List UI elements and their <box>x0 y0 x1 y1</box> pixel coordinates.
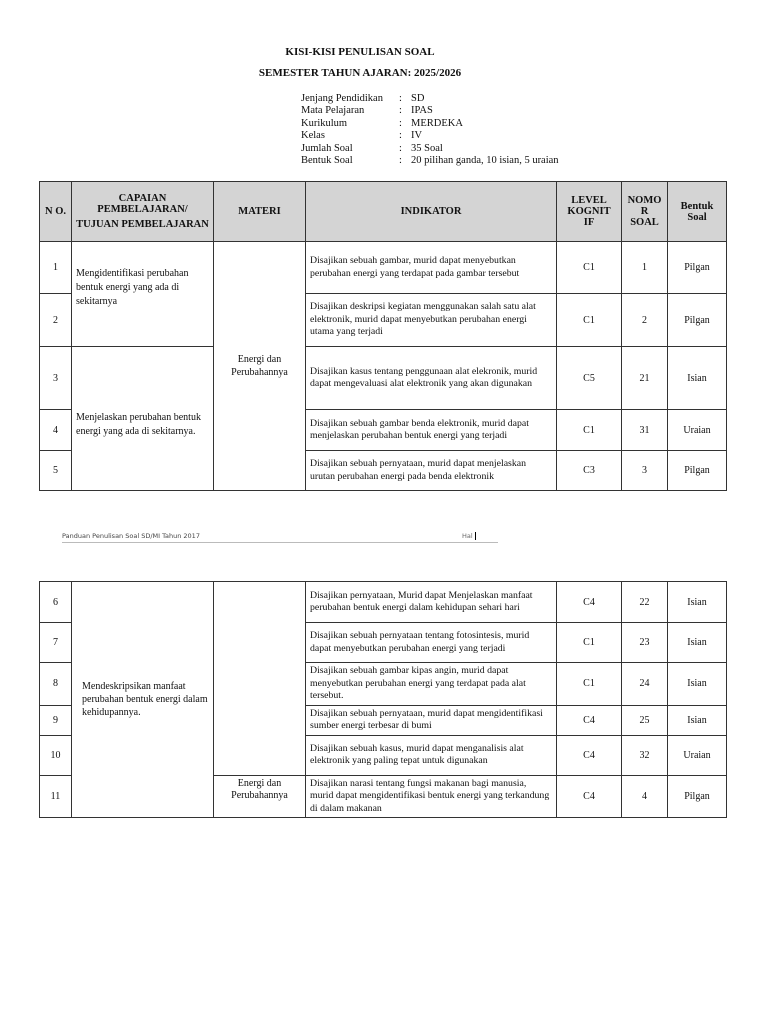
info-row: Mata Pelajaran : IPAS <box>301 105 433 117</box>
info-value: IV <box>411 130 423 142</box>
cell-nomor: 4 <box>622 775 668 818</box>
cell-nomor: 23 <box>622 623 668 663</box>
cell-nomor: 3 <box>622 451 668 491</box>
cell-level: C1 <box>557 623 622 663</box>
cell-indikator: Disajikan kasus tentang penggunaan alat elekronik, murid dapat mengevaluasi alat elektronik yang akan digunakan <box>306 347 557 410</box>
cell-level: C1 <box>557 242 622 294</box>
cell-bentuk: Isian <box>668 663 727 706</box>
header-level: LEVEL KOGNIT IF <box>557 182 622 242</box>
info-row: Bentuk Soal : 20 pilihan ganda, 10 isian, 5 uraian <box>301 155 559 167</box>
cell-no: 7 <box>40 623 72 663</box>
cell-level: C1 <box>557 294 622 347</box>
cell-nomor: 22 <box>622 582 668 623</box>
cell-level: C4 <box>557 775 622 818</box>
page-label: Hal <box>462 532 473 540</box>
document-subtitle: SEMESTER TAHUN AJARAN: 2025/2026 <box>258 67 462 79</box>
info-value: MERDEKA <box>411 117 463 129</box>
cell-bentuk: Isian <box>668 623 727 663</box>
info-row: Kelas : IV <box>301 130 423 142</box>
cell-level: C4 <box>557 582 622 623</box>
table-row <box>40 347 727 410</box>
cell-level: C5 <box>557 347 622 410</box>
cell-no: 6 <box>40 582 72 623</box>
cell-nomor: 21 <box>622 347 668 410</box>
cell-no: 8 <box>40 663 72 706</box>
page-number-cursor <box>475 532 476 540</box>
info-label: Mata Pelajaran <box>301 105 365 117</box>
header-capaian-line2: TUJUAN PEMBELAJARAN <box>76 219 209 230</box>
document-title: KISI-KISI PENULISAN SOAL <box>285 46 435 58</box>
cell-materi: Energi dan Perubahannya <box>214 242 306 491</box>
cell-level: C3 <box>557 451 622 491</box>
cell-indikator: Disajikan sebuah pernyataan, murid dapat mengidentifikasi sumber energi terbesar di bumi <box>306 705 557 735</box>
info-label: Kurikulum <box>301 117 348 129</box>
cell-nomor: 32 <box>622 735 668 775</box>
cell-indikator: Disajikan deskripsi kegiatan menggunakan salah satu alat elektronik, murid dapat menyebutkan perubahan energi utama yang terjadi <box>306 294 557 347</box>
cell-no: 4 <box>40 410 72 451</box>
cell-level: C1 <box>557 663 622 706</box>
info-value: 35 Soal <box>411 142 443 154</box>
cell-bentuk: Pilgan <box>668 775 727 818</box>
table-header-row <box>40 182 727 242</box>
info-row: Jenjang Pendidikan : SD <box>301 93 425 104</box>
header-indikator: INDIKATOR <box>306 182 557 242</box>
info-label: Kelas <box>301 130 325 142</box>
footer-page-label <box>462 532 476 540</box>
cell-indikator: Disajikan sebuah gambar, murid dapat menyebutkan perubahan energi yang terdapat pada gambar tersebut <box>306 242 557 294</box>
info-value: 20 pilihan ganda, 10 isian, 5 uraian <box>411 155 559 167</box>
cell-bentuk: Uraian <box>668 735 727 775</box>
cell-no: 1 <box>40 242 72 294</box>
cell-level: C4 <box>557 705 622 735</box>
cell-no: 9 <box>40 705 72 735</box>
header-no: N O. <box>40 182 72 242</box>
cell-target: Menjelaskan perubahan bentuk energi yang ada di sekitarnya. <box>72 347 214 491</box>
document-info <box>301 93 559 167</box>
cell-indikator: Disajikan pernyataan, Murid dapat Menjelaskan manfaat perubahan bentuk energi dalam kehidupan sehari hari <box>306 582 557 623</box>
header-materi: MATERI <box>214 182 306 242</box>
header-bentuk: Bentuk Soal <box>668 182 727 242</box>
info-label: Jenjang Pendidikan <box>301 93 383 104</box>
cell-materi: Energi dan Perubahannya <box>214 775 306 818</box>
cell-target: Mengidentifikasi perubahan bentuk energi yang ada di sekitarnya <box>72 242 214 347</box>
cell-bentuk: Pilgan <box>668 451 727 491</box>
footer-text: Panduan Penulisan Soal SD/MI Tahun 2017 <box>62 532 200 540</box>
cell-no: 11 <box>40 775 72 818</box>
cell-indikator: Disajikan sebuah gambar kipas angin, murid dapat menyebutkan perubahan energi yang terdapat pada alat tersebut. <box>306 663 557 706</box>
cell-bentuk: Pilgan <box>668 294 727 347</box>
cell-materi-empty <box>214 582 306 776</box>
info-value: IPAS <box>411 105 433 117</box>
cell-bentuk: Uraian <box>668 410 727 451</box>
cell-indikator: Disajikan sebuah pernyataan, murid dapat menjelaskan urutan perubahan energi pada benda elektronik <box>306 451 557 491</box>
cell-no: 10 <box>40 735 72 775</box>
cell-indikator: Disajikan sebuah gambar benda elektronik, murid dapat menjelaskan perubahan bentuk energi yang terjadi <box>306 410 557 451</box>
cell-bentuk: Isian <box>668 582 727 623</box>
cell-no: 2 <box>40 294 72 347</box>
kisi-kisi-table-page-1 <box>39 181 727 491</box>
kisi-kisi-table-page-2 <box>39 581 727 818</box>
cell-nomor: 31 <box>622 410 668 451</box>
cell-no: 5 <box>40 451 72 491</box>
info-value: SD <box>411 93 425 104</box>
cell-indikator: Disajikan narasi tentang fungsi makanan bagi manusia, murid dapat mengidentifikasi bentuk energi yang terkandung di dalam makanan <box>306 775 557 818</box>
info-label: Jumlah Soal <box>301 142 353 154</box>
cell-nomor: 25 <box>622 705 668 735</box>
cell-bentuk: Pilgan <box>668 242 727 294</box>
cell-nomor: 1 <box>622 242 668 294</box>
cell-bentuk: Isian <box>668 705 727 735</box>
info-row: Jumlah Soal : 35 Soal <box>301 142 443 154</box>
info-row: Kurikulum : MERDEKA <box>301 117 463 129</box>
cell-level: C1 <box>557 410 622 451</box>
cell-indikator: Disajikan sebuah kasus, murid dapat menganalisis alat elektronik yang paling tepat untuk digunakan <box>306 735 557 775</box>
cell-target: Mendeskripsikan manfaat perubahan bentuk energi dalam kehidupannya. <box>72 582 214 818</box>
header-nomor: NOMO R SOAL <box>622 182 668 242</box>
header-capaian <box>72 182 214 242</box>
page-footer <box>62 532 498 543</box>
cell-nomor: 2 <box>622 294 668 347</box>
table-row <box>40 582 727 623</box>
cell-indikator: Disajikan sebuah pernyataan tentang fotosintesis, murid dapat menyebutkan perubahan energi yang terjadi <box>306 623 557 663</box>
cell-no: 3 <box>40 347 72 410</box>
table-row <box>40 242 727 294</box>
cell-level: C4 <box>557 735 622 775</box>
header-capaian-line1: CAPAIAN PEMBELAJARAN/ <box>97 193 188 215</box>
cell-bentuk: Isian <box>668 347 727 410</box>
cell-nomor: 24 <box>622 663 668 706</box>
info-label: Bentuk Soal <box>301 155 353 167</box>
